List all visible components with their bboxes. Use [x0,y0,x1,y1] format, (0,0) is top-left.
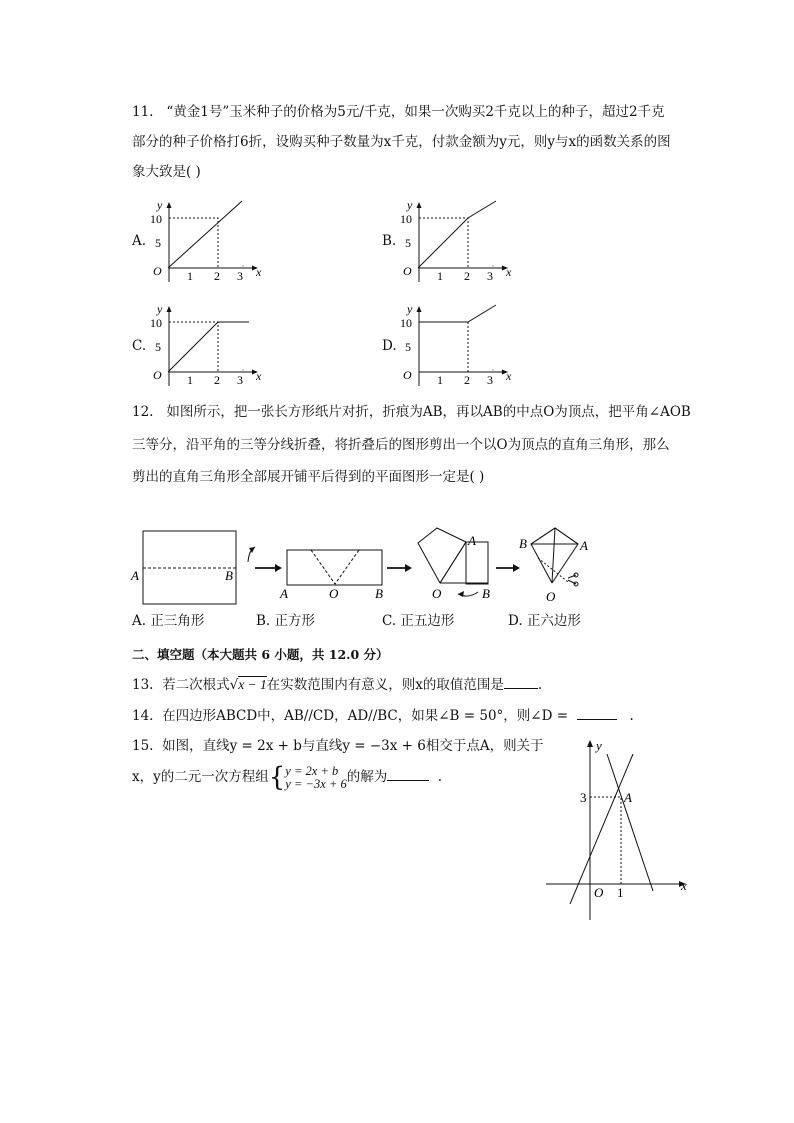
q13: 13. 若二次根式√x − 1在实数范围内有意义，则x的取值范围是 . [132,674,542,695]
section-heading-fill-in: 二、填空题（本大题共 6 小题，共 12.0 分） [132,647,389,662]
graph-label-1: 1 [187,269,193,283]
q11-option-d-label: D. [382,338,397,354]
graph-line [418,201,496,268]
folded-shape [418,528,466,583]
q12-line2: 三等分，沿平角的三等分线折叠，将折叠后的图形剪出一个以O为顶点的直角三角形，那么 [132,437,670,453]
graph-label-5: 5 [155,236,161,250]
label-o-step2: O [329,586,339,601]
line-y-2x-plus-b [570,754,633,904]
q11-line2: 部分的种子价格打6折，设购买种子数量为x千克，付款金额为y元，则y与x的函数关系的图 [132,134,671,150]
graph-label-y: y [407,302,413,316]
q13-radicand: x − 1 [238,677,267,692]
graph-label-2: 2 [214,373,220,387]
axis-label-x: x [681,878,687,893]
label-a-step1: A [131,568,139,583]
graph-label-5: 5 [155,340,161,354]
system-brace-icon: { [268,762,286,793]
axis-label-y: y [596,738,602,753]
graph-label-y: y [157,302,163,316]
graph-label-1: 1 [437,373,443,387]
q13-answer-blank[interactable] [504,674,538,689]
q13-number: 13. [132,677,154,693]
q15-line1: 15. 如图，直线y = 2x + b与直线y = −3x + 6相交于点A，则关于 [132,738,544,754]
q14-number: 14. [132,708,154,724]
graph-label-10: 10 [400,212,412,226]
q12-line3: 剪出的直角三角形全部展开铺平后得到的平面图形一定是( ) [132,469,485,485]
graph-label-origin: O [403,368,412,382]
graph-label-3: 3 [487,269,493,283]
q15-line-graph [540,734,696,924]
q11-option-c-label: C. [132,338,147,354]
folded-rectangle [287,550,382,585]
q11-option-a-label: A. [132,233,147,249]
label-o-step4: O [546,589,556,604]
equation-1: y = 2x + b [285,763,339,778]
trisection-lines [311,550,359,584]
q12-choice-d: D. 正六边形 [508,613,581,629]
q11-line3: 象大致是( ) [132,164,201,180]
q15-answer-blank[interactable] [387,766,429,781]
graph-label-2: 2 [464,373,470,387]
label-a-step3: A [468,533,476,548]
q12-number: 12. [132,404,154,420]
graph-line [168,201,242,268]
graph-label-y: y [157,198,163,212]
equation-2: y = −3x + 6 [285,776,347,791]
q15-line2: x，y的二元一次方程组{y = 2x + b y = −3x + 6的解为 . [132,762,443,793]
q11-graph-d [398,300,520,388]
graph-line [419,305,496,322]
point-label-a: A [624,790,632,805]
tick-label-3: 3 [580,790,587,805]
label-a-step4: A [580,538,588,553]
graph-label-origin: O [403,264,412,278]
q11-graph-c [148,300,270,388]
graph-label-2: 2 [214,269,220,283]
graph-label-y: y [407,198,413,212]
tick-label-1: 1 [617,885,624,900]
graph-label-5: 5 [405,236,411,250]
label-a-step2: A [280,586,288,601]
graph-label-10: 10 [150,212,162,226]
q14: 14. 在四边形ABCD中，AB//CD，AD//BC，如果∠B = 50°，则∠D = . [132,705,634,726]
graph-label-3: 3 [487,373,493,387]
label-b-step4: B [519,536,527,551]
origin-label: O [594,885,604,900]
graph-line [168,322,249,372]
q12-choice-c: C. 正五边形 [382,613,455,629]
folded-shape-rect [466,542,488,584]
graph-label-x: x [506,369,512,383]
graph-label-10: 10 [400,316,412,330]
graph-label-x: x [256,369,262,383]
graph-label-origin: O [153,264,162,278]
q12-folding-figure [128,520,598,606]
line-y-neg3x-plus-6 [607,754,653,891]
q15-number: 15. [132,738,154,754]
guide-lines [590,797,621,884]
graph-label-1: 1 [437,269,443,283]
q11-graph-a [148,196,270,284]
graph-label-10: 10 [150,316,162,330]
y-arrow [587,740,593,747]
q11-option-b-label: B. [382,233,397,249]
q12-line1: 12. 如图所示，把一张长方形纸片对折，折痕为AB，再以AB的中点O为顶点，把平角∠AOB [132,404,691,420]
equation-system [285,765,346,791]
graph-label-origin: O [153,368,162,382]
label-b-step3: B [482,586,490,601]
q11-number: 11. [132,104,154,120]
graph-label-3: 3 [237,373,243,387]
graph-label-1: 1 [187,373,193,387]
graph-label-x: x [506,265,512,279]
label-b-step1: B [225,568,233,583]
q11-graph-b [398,196,520,284]
q12-choice-b: B. 正方形 [256,613,316,629]
label-b-step2: B [375,586,383,601]
graph-label-2: 2 [464,269,470,283]
y-arrow [167,202,172,208]
q11-line1: 11. “黄金1号”玉米种子的价格为5元/千克，如果一次购买2千克以上的种子，超过2千克 [132,104,665,120]
sqrt-sign-icon: √ [229,677,239,693]
label-o-step3: O [432,586,442,601]
q12-choice-a: A. 正三角形 [132,613,205,629]
graph-label-3: 3 [237,269,243,283]
q14-answer-blank[interactable] [577,705,617,720]
graph-label-x: x [256,265,262,279]
graph-label-5: 5 [405,340,411,354]
